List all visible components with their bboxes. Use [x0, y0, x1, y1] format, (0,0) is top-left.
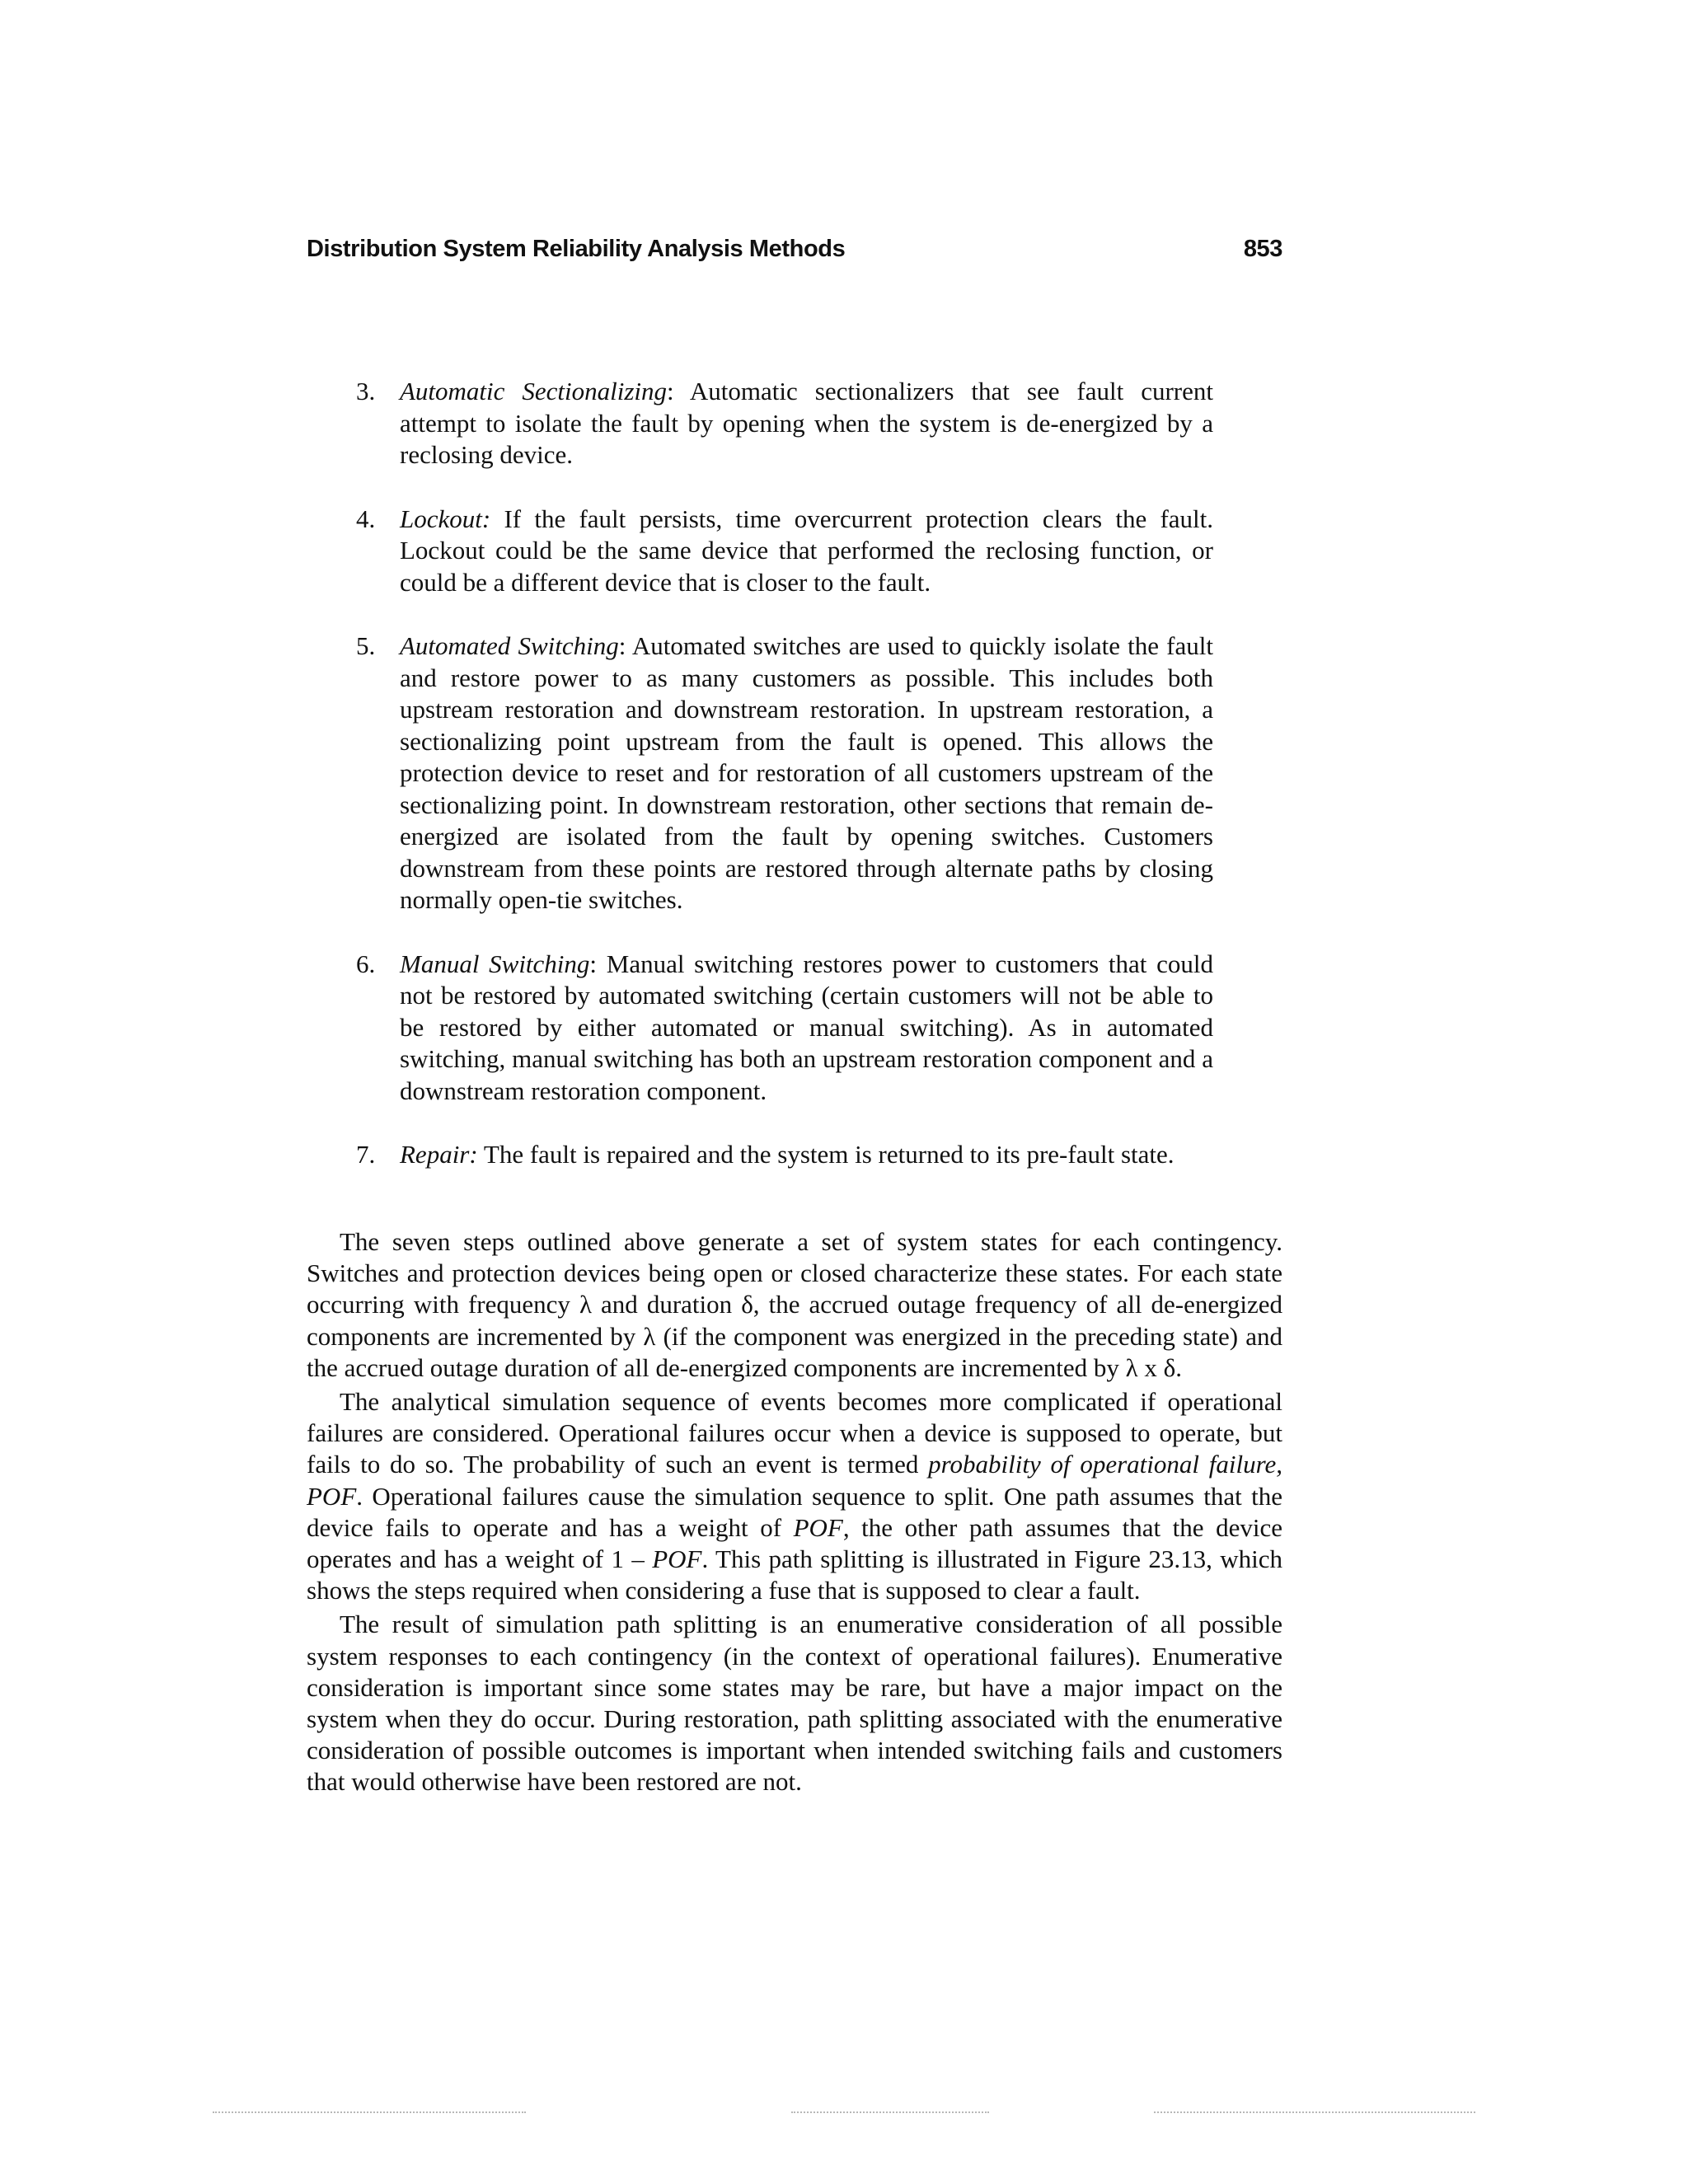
list-item-separator: :	[618, 631, 632, 660]
paragraph-text: . This path splitting is illustrated in Figure 23.13, which shows the steps required when considering a fuse that is supposed to clear a fault.	[307, 1544, 1282, 1605]
list-item-term: Lockout:	[400, 504, 491, 533]
list-item-term: Automatic Sectionalizing	[400, 377, 668, 405]
list-item	[356, 504, 1213, 599]
restoration-step-list	[356, 376, 1213, 1203]
paragraph-path-splitting: The result of simulation path splitting is an enumerative consideration of all possible system responses to each contingency (in the context of operational failures). Enumerative consideration is important since some states may be rare, but have a major impact on the system when they do occur. During restoration, path splitting associated with the enumerative consideration of possible outcomes is important when intended switching fails and customers that would otherwise have been restored are not.	[307, 1610, 1282, 1797]
list-item-term: Automated Switching	[400, 631, 619, 660]
scan-artifact-line	[213, 2111, 526, 2113]
list-item	[356, 376, 1213, 471]
list-item-text: Automatic sectionalizers that see fault current attempt to isolate the fault by opening when the system is de-energized by a reclosing device.	[400, 377, 1213, 469]
list-item	[356, 949, 1213, 1108]
list-item-number: 7.	[356, 1140, 376, 1169]
list-item	[356, 630, 1213, 916]
list-item-number: 5.	[356, 631, 376, 660]
running-header-title: Distribution System Reliability Analysis Methods	[307, 236, 846, 262]
defined-term: probability of operational failure, POF	[307, 1450, 1283, 1511]
scan-artifact-line	[791, 2111, 989, 2113]
list-item-term: Manual Switching	[400, 949, 590, 978]
list-item-text: The fault is repaired and the system is returned to its pre-fault state.	[483, 1140, 1175, 1169]
list-item	[356, 1139, 1213, 1171]
running-header	[307, 234, 1282, 264]
pof-term: POF	[793, 1512, 843, 1542]
body-text	[307, 1226, 1282, 1801]
list-item-separator	[490, 504, 504, 533]
list-item-number: 4.	[356, 504, 376, 533]
scan-artifact-line	[1154, 2111, 1475, 2113]
paragraph-operational-failures	[307, 1386, 1282, 1606]
list-item-separator: :	[589, 949, 607, 978]
list-item-separator	[478, 1140, 484, 1169]
list-item-text: If the fault persists, time overcurrent protection clears the fault. Lockout could be the same device that performed the reclosing function, or could be a different device that is closer to the fault.	[400, 504, 1213, 597]
list-item-term: Repair:	[400, 1140, 478, 1169]
page-number: 853	[1243, 236, 1282, 262]
list-item-separator: :	[667, 377, 690, 405]
paragraph-system-states: The seven steps outlined above generate a set of system states for each contingency. Switches and protection devices being open or closed characterize these states. For each state occurring with frequency λ and duration δ, the accrued outage frequency of all de-energized components are incremented by λ (if the component was energized in the preceding state) and the accrued outage duration of all de-energized components are incremented by λ x δ.	[307, 1227, 1282, 1382]
paragraph-text: The analytical simulation sequence of events becomes more complicated if operational failures are considered. Operational failures occur when a device is supposed to operate, but fails to do so. The probability of such an event is termed	[307, 1387, 1282, 1479]
list-item-text: Automated switches are used to quickly isolate the fault and restore power to as many customers as possible. This includes both upstream restoration and downstream restoration. In upstream restoration, a sectionalizing point upstream from the fault is opened. This allows the protection device to reset and for restoration of all customers upstream of the sectionalizing point. In downstream restoration, other sections that remain de-energized are isolated from the fault by opening switches. Customers downstream from these points are restored through alternate paths by closing normally open-tie switches.	[400, 631, 1213, 914]
pof-term: POF	[652, 1544, 702, 1574]
list-item-text: Manual switching restores power to customers that could not be restored by automated switching (certain customers will not be able to be restored by either automated or manual switching). As in automated switching, manual switching has both an upstream restoration component and a downstream restoration component.	[400, 949, 1213, 1105]
list-item-number: 3.	[356, 377, 376, 405]
paragraph-text: . Operational failures cause the simulation sequence to split. One path assumes that the device fails to operate and has a weight of	[307, 1481, 1282, 1542]
paragraph-text: , the other path assumes that the device operates and has a weight of 1 –	[307, 1512, 1282, 1574]
list-item-number: 6.	[356, 949, 376, 978]
